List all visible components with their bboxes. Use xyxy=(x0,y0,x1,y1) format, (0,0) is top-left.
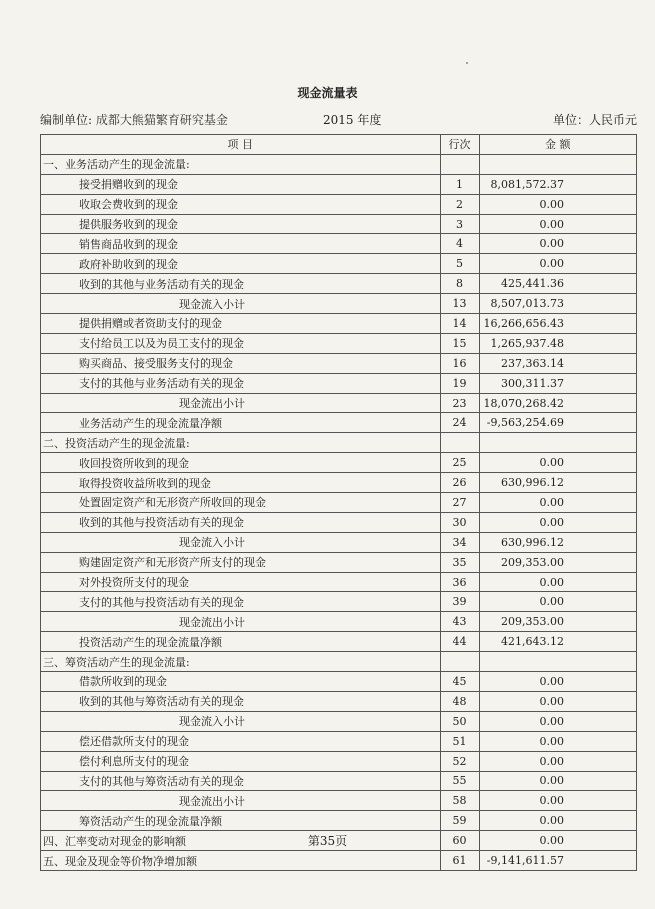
row-item: 收到的其他与业务活动有关的现金 xyxy=(41,274,441,294)
table-row xyxy=(41,552,637,572)
row-line-number: 61 xyxy=(440,851,479,871)
row-item: 筹资活动产生的现金流量净额 xyxy=(41,811,441,831)
row-item: 五、现金及现金等价物净增加额 xyxy=(41,851,441,871)
table-row xyxy=(41,194,637,214)
row-line-number: 59 xyxy=(440,811,479,831)
row-item: 提供服务收到的现金 xyxy=(41,214,441,234)
table-row xyxy=(41,413,637,433)
table-row xyxy=(41,691,637,711)
cash-flow-table xyxy=(40,134,637,871)
row-item: 收回投资所收到的现金 xyxy=(41,453,441,473)
row-line-number: 26 xyxy=(440,473,479,493)
row-item: 借款所收到的现金 xyxy=(41,672,441,692)
row-amount: 209,353.00 xyxy=(479,552,636,572)
table-row xyxy=(41,731,637,751)
row-item: 三、筹资活动产生的现金流量: xyxy=(41,652,441,672)
row-line-number xyxy=(440,433,479,453)
row-item: 取得投资收益所收到的现金 xyxy=(41,473,441,493)
row-amount: 0.00 xyxy=(479,234,636,254)
row-amount: 0.00 xyxy=(479,751,636,771)
table-row xyxy=(41,234,637,254)
row-line-number: 23 xyxy=(440,393,479,413)
row-amount: 237,363.14 xyxy=(479,353,636,373)
table-row xyxy=(41,851,637,871)
row-item: 支付的其他与筹资活动有关的现金 xyxy=(41,771,441,791)
table-row xyxy=(41,612,637,632)
unit-name: 成都大熊猫繁育研究基金 xyxy=(95,113,228,127)
unit-label: 编制单位: xyxy=(40,113,93,127)
table-row xyxy=(41,294,637,314)
table-row xyxy=(41,672,637,692)
row-amount: 0.00 xyxy=(479,811,636,831)
row-item: 收到的其他与投资活动有关的现金 xyxy=(41,512,441,532)
row-item: 现金流出小计 xyxy=(41,393,441,413)
row-item: 现金流出小计 xyxy=(41,791,441,811)
row-line-number: 30 xyxy=(440,512,479,532)
table-row xyxy=(41,632,637,652)
row-line-number: 51 xyxy=(440,731,479,751)
row-line-number: 1 xyxy=(440,174,479,194)
table-row xyxy=(41,711,637,731)
row-line-number: 34 xyxy=(440,532,479,552)
row-amount: 0.00 xyxy=(479,771,636,791)
row-item: 对外投资所支付的现金 xyxy=(41,572,441,592)
table-row xyxy=(41,433,637,453)
row-item: 投资活动产生的现金流量净额 xyxy=(41,632,441,652)
row-line-number: 43 xyxy=(440,612,479,632)
row-amount: 421,643.12 xyxy=(479,632,636,652)
table-row xyxy=(41,353,637,373)
row-amount: 0.00 xyxy=(479,214,636,234)
table-row xyxy=(41,532,637,552)
row-item: 四、汇率变动对现金的影响额 xyxy=(41,831,441,851)
row-item: 支付的其他与投资活动有关的现金 xyxy=(41,592,441,612)
table-row xyxy=(41,254,637,274)
row-item: 购建固定资产和无形资产所支付的现金 xyxy=(41,552,441,572)
row-line-number: 4 xyxy=(440,234,479,254)
table-row xyxy=(41,572,637,592)
table-row xyxy=(41,791,637,811)
row-line-number: 36 xyxy=(440,572,479,592)
row-line-number: 48 xyxy=(440,691,479,711)
row-amount: 0.00 xyxy=(479,711,636,731)
row-line-number: 15 xyxy=(440,333,479,353)
table-row xyxy=(41,373,637,393)
row-line-number: 60 xyxy=(440,831,479,851)
row-line-number: 24 xyxy=(440,413,479,433)
row-line-number: 39 xyxy=(440,592,479,612)
row-amount: 300,311.37 xyxy=(479,373,636,393)
row-line-number: 2 xyxy=(440,194,479,214)
row-amount: 630,996.12 xyxy=(479,473,636,493)
table-row xyxy=(41,214,637,234)
row-amount xyxy=(479,433,636,453)
row-item: 现金流出小计 xyxy=(41,612,441,632)
table-row xyxy=(41,751,637,771)
row-item: 提供捐赠或者资助支付的现金 xyxy=(41,314,441,334)
row-line-number: 55 xyxy=(440,771,479,791)
page-title: 现金流量表 xyxy=(297,86,358,100)
table-row xyxy=(41,174,637,194)
table-row xyxy=(41,453,637,473)
row-amount: 0.00 xyxy=(479,791,636,811)
row-item: 支付给员工以及为员工支付的现金 xyxy=(41,333,441,353)
table-body xyxy=(41,154,637,870)
row-line-number: 45 xyxy=(440,672,479,692)
table-row xyxy=(41,393,637,413)
row-item: 现金流入小计 xyxy=(41,294,441,314)
row-amount: 0.00 xyxy=(479,572,636,592)
row-item: 收取会费收到的现金 xyxy=(41,194,441,214)
row-item: 一、业务活动产生的现金流量: xyxy=(41,154,441,174)
row-amount: 0.00 xyxy=(479,731,636,751)
row-line-number: 19 xyxy=(440,373,479,393)
row-amount: 16,266,656.43 xyxy=(479,314,636,334)
table-row xyxy=(41,592,637,612)
row-line-number: 13 xyxy=(440,294,479,314)
row-amount: 1,265,937.48 xyxy=(479,333,636,353)
row-line-number: 44 xyxy=(440,632,479,652)
row-line-number: 27 xyxy=(440,493,479,513)
row-item: 现金流入小计 xyxy=(41,711,441,731)
row-amount: 0.00 xyxy=(479,691,636,711)
row-line-number xyxy=(440,154,479,174)
row-amount: 0.00 xyxy=(479,194,636,214)
row-item: 偿还借款所支付的现金 xyxy=(41,731,441,751)
row-line-number: 58 xyxy=(440,791,479,811)
row-amount: 8,507,013.73 xyxy=(479,294,636,314)
row-line-number: 14 xyxy=(440,314,479,334)
row-line-number: 16 xyxy=(440,353,479,373)
row-line-number: 5 xyxy=(440,254,479,274)
page-number: 第35页 xyxy=(307,834,348,848)
row-line-number: 3 xyxy=(440,214,479,234)
row-line-number: 35 xyxy=(440,552,479,572)
row-amount: -9,141,611.57 xyxy=(479,851,636,871)
table-row xyxy=(41,333,637,353)
table-header-row xyxy=(41,135,637,155)
row-item: 购买商品、接受服务支付的现金 xyxy=(41,353,441,373)
row-amount: 0.00 xyxy=(479,493,636,513)
row-line-number: 25 xyxy=(440,453,479,473)
row-amount: -9,563,254.69 xyxy=(479,413,636,433)
table-row xyxy=(41,154,637,174)
row-line-number: 50 xyxy=(440,711,479,731)
table-row xyxy=(41,493,637,513)
row-amount: 0.00 xyxy=(479,831,636,851)
unit-info xyxy=(40,111,228,128)
row-amount: 0.00 xyxy=(479,512,636,532)
table-row xyxy=(41,771,637,791)
table-row xyxy=(41,652,637,672)
row-item: 接受捐赠收到的现金 xyxy=(41,174,441,194)
column-header-item: 项 目 xyxy=(41,135,441,155)
row-item: 偿付利息所支付的现金 xyxy=(41,751,441,771)
row-item: 收到的其他与筹资活动有关的现金 xyxy=(41,691,441,711)
row-amount: 8,081,572.37 xyxy=(479,174,636,194)
table-row xyxy=(41,274,637,294)
fiscal-year: 2015 年度 xyxy=(323,113,382,127)
row-amount: 0.00 xyxy=(479,592,636,612)
table-row xyxy=(41,512,637,532)
statement-meta xyxy=(40,111,637,127)
row-amount: 630,996.12 xyxy=(479,532,636,552)
row-item: 业务活动产生的现金流量净额 xyxy=(41,413,441,433)
row-amount: 209,353.00 xyxy=(479,612,636,632)
row-amount xyxy=(479,154,636,174)
row-line-number: 52 xyxy=(440,751,479,771)
row-amount: 425,441.36 xyxy=(479,274,636,294)
row-amount: 18,070,268.42 xyxy=(479,393,636,413)
row-amount: 0.00 xyxy=(479,254,636,274)
row-item: 现金流入小计 xyxy=(41,532,441,552)
currency-unit: 单位：人民币元 xyxy=(552,113,637,127)
row-item: 销售商品收到的现金 xyxy=(41,234,441,254)
row-item: 政府补助收到的现金 xyxy=(41,254,441,274)
row-line-number xyxy=(440,652,479,672)
row-amount: 0.00 xyxy=(479,672,636,692)
row-item: 支付的其他与业务活动有关的现金 xyxy=(41,373,441,393)
row-amount xyxy=(479,652,636,672)
table-row xyxy=(41,811,637,831)
table-row xyxy=(41,314,637,334)
column-header-amount: 金 额 xyxy=(479,135,636,155)
row-item: 二、投资活动产生的现金流量: xyxy=(41,433,441,453)
scan-speck xyxy=(466,62,468,64)
row-amount: 0.00 xyxy=(479,453,636,473)
row-item: 处置固定资产和无形资产所收回的现金 xyxy=(41,493,441,513)
table-row xyxy=(41,473,637,493)
row-line-number: 8 xyxy=(440,274,479,294)
column-header-line: 行次 xyxy=(440,135,479,155)
